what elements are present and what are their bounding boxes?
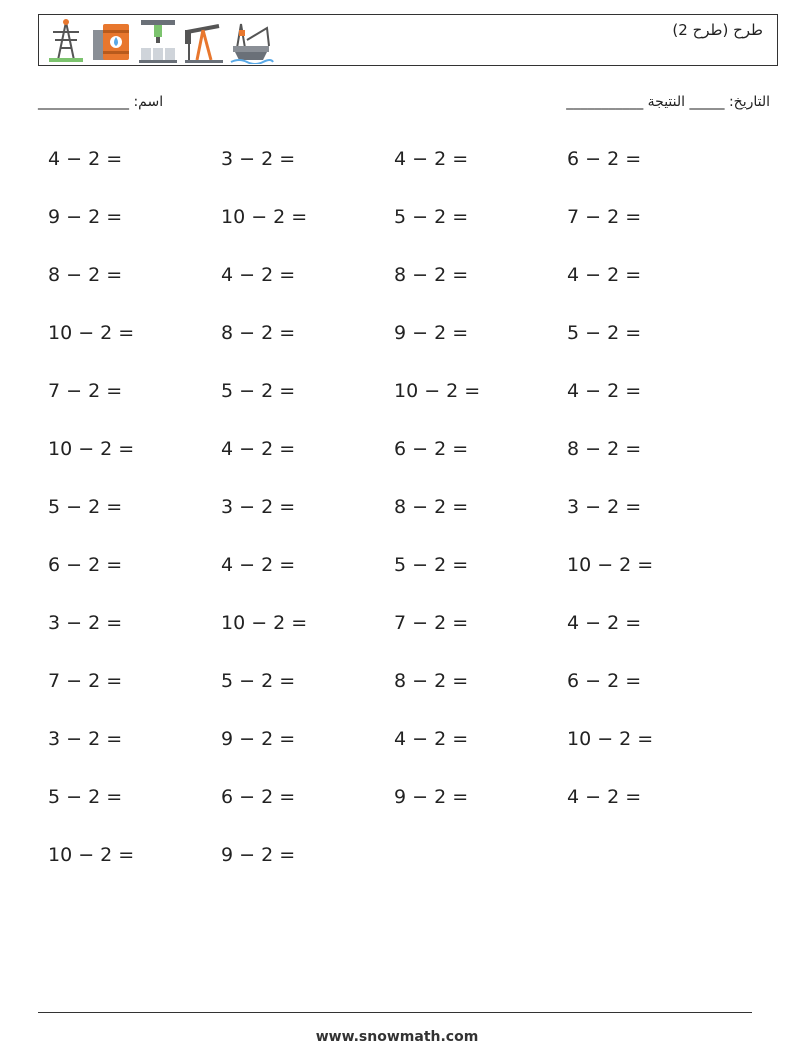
problem-item: 9 − 2 =	[221, 844, 296, 866]
problem-item: 6 − 2 =	[221, 786, 296, 808]
problem-item: 5 − 2 =	[567, 322, 642, 344]
worksheet-header	[38, 14, 778, 66]
pump-jack-icon	[183, 18, 225, 64]
problem-item: 6 − 2 =	[394, 438, 469, 460]
problem-item: 5 − 2 =	[221, 380, 296, 402]
footer-divider	[38, 1012, 752, 1013]
problem-item: 4 − 2 =	[221, 438, 296, 460]
problem-item: 5 − 2 =	[48, 786, 123, 808]
problem-item: 4 − 2 =	[567, 264, 642, 286]
problem-item: 3 − 2 =	[221, 496, 296, 518]
problem-item: 7 − 2 =	[567, 206, 642, 228]
problem-item: 6 − 2 =	[567, 670, 642, 692]
problem-item: 4 − 2 =	[567, 612, 642, 634]
problem-item: 10 − 2 =	[567, 728, 654, 750]
problem-item: 7 − 2 =	[48, 670, 123, 692]
problem-item: 3 − 2 =	[48, 728, 123, 750]
problem-item: 8 − 2 =	[48, 264, 123, 286]
worksheet-title: طرح (طرح 2)	[672, 21, 763, 39]
problem-item: 3 − 2 =	[48, 612, 123, 634]
problem-item: 8 − 2 =	[221, 322, 296, 344]
problem-item: 5 − 2 =	[221, 670, 296, 692]
problem-item: 10 − 2 =	[221, 206, 308, 228]
problem-item: 10 − 2 =	[48, 844, 135, 866]
problem-item: 3 − 2 =	[567, 496, 642, 518]
name-field: اسم: _____________	[38, 94, 164, 110]
problem-item: 8 − 2 =	[567, 438, 642, 460]
problem-item: 7 − 2 =	[394, 612, 469, 634]
problem-item: 9 − 2 =	[48, 206, 123, 228]
problem-item: 9 − 2 =	[394, 786, 469, 808]
problem-item: 4 − 2 =	[394, 148, 469, 170]
problem-item: 8 − 2 =	[394, 264, 469, 286]
oil-barrel-icon	[91, 18, 133, 64]
offshore-rig-icon	[229, 18, 275, 64]
oil-refinery-icon	[137, 18, 179, 64]
footer-site: www.snowmath.com	[315, 1029, 479, 1045]
problem-item: 6 − 2 =	[567, 148, 642, 170]
problem-item: 10 − 2 =	[567, 554, 654, 576]
problem-item: 5 − 2 =	[48, 496, 123, 518]
problem-item: 8 − 2 =	[394, 496, 469, 518]
power-tower-icon	[45, 18, 87, 64]
header-icons	[45, 17, 275, 65]
problem-item: 10 − 2 =	[394, 380, 481, 402]
problem-item: 5 − 2 =	[394, 206, 469, 228]
date-score-field: التاريخ: _____ النتيجة ___________	[566, 94, 770, 110]
problem-item: 6 − 2 =	[48, 554, 123, 576]
problem-item: 4 − 2 =	[48, 148, 123, 170]
problem-item: 9 − 2 =	[221, 728, 296, 750]
problem-item: 10 − 2 =	[221, 612, 308, 634]
problem-item: 7 − 2 =	[48, 380, 123, 402]
problem-item: 4 − 2 =	[394, 728, 469, 750]
problem-item: 4 − 2 =	[221, 554, 296, 576]
problem-item: 10 − 2 =	[48, 438, 135, 460]
problem-item: 9 − 2 =	[394, 322, 469, 344]
problem-item: 8 − 2 =	[394, 670, 469, 692]
problem-item: 5 − 2 =	[394, 554, 469, 576]
problem-item: 4 − 2 =	[567, 380, 642, 402]
problem-item: 4 − 2 =	[567, 786, 642, 808]
problem-item: 3 − 2 =	[221, 148, 296, 170]
problem-item: 4 − 2 =	[221, 264, 296, 286]
problem-item: 10 − 2 =	[48, 322, 135, 344]
